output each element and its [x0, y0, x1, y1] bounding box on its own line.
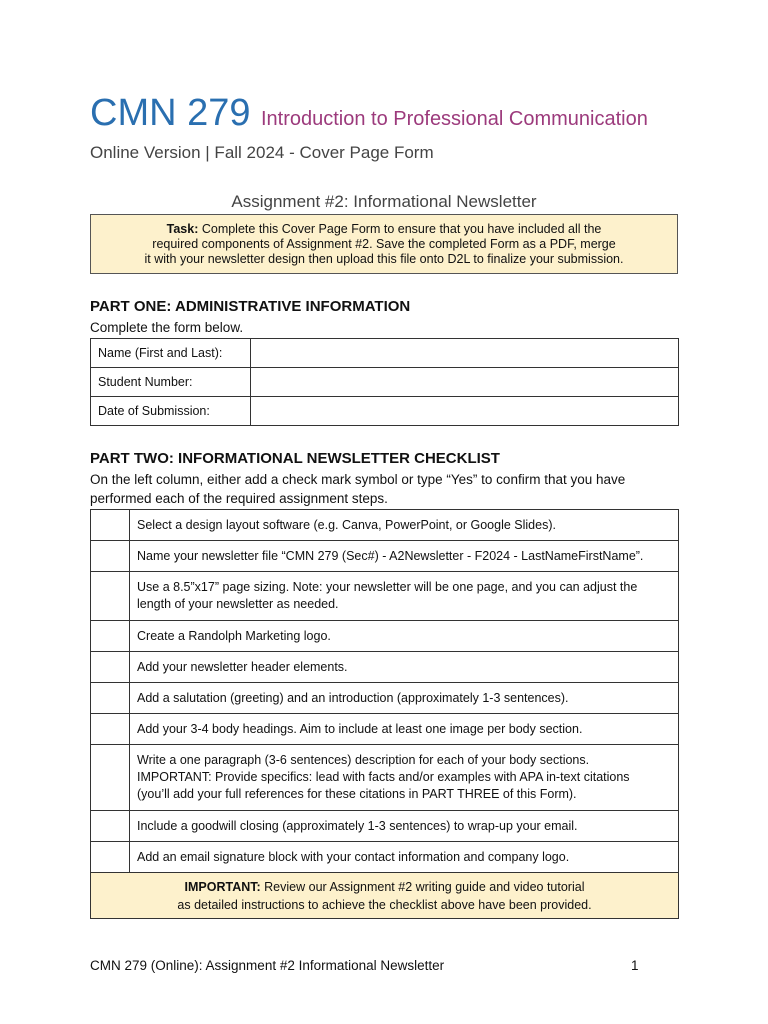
date-of-submission-field[interactable] [251, 397, 679, 426]
checklist-box[interactable] [91, 541, 130, 572]
title-row [90, 92, 648, 135]
checklist-box[interactable] [91, 572, 130, 621]
date-of-submission-label: Date of Submission: [91, 397, 251, 426]
important-note: IMPORTANT: Review our Assignment #2 writing guide and video tutorial as detailed instructions to achieve the checklist above have been provided. [91, 873, 679, 919]
checklist-row [91, 683, 679, 714]
checklist-step: Add a salutation (greeting) and an introduction (approximately 1-3 sentences). [130, 683, 679, 714]
important-note-row [91, 873, 679, 919]
checklist-step: Select a design layout software (e.g. Canva, PowerPoint, or Google Slides). [130, 510, 679, 541]
task-box [90, 214, 678, 274]
course-code: CMN 279 [90, 92, 251, 134]
name-label: Name (First and Last): [91, 339, 251, 368]
student-number-field[interactable] [251, 368, 679, 397]
task-line-2: required components of Assignment #2. Save the completed Form as a PDF, merge [152, 237, 616, 251]
assignment-title: Assignment #2: Informational Newsletter [231, 192, 537, 211]
footer-text: CMN 279 (Online): Assignment #2 Informational Newsletter [90, 958, 445, 973]
part-two-instruction: On the left column, either add a check mark symbol or type “Yes” to confirm that you have performed each of the required assignment steps. [90, 472, 626, 506]
checklist-box[interactable] [91, 652, 130, 683]
checklist-box[interactable] [91, 842, 130, 873]
checklist-box[interactable] [91, 714, 130, 745]
checklist-step: Create a Randolph Marketing logo. [130, 621, 679, 652]
admin-row-name [91, 339, 679, 368]
important-label: IMPORTANT: [184, 879, 261, 894]
student-number-label: Student Number: [91, 368, 251, 397]
course-name: Introduction to Professional Communication [260, 108, 648, 130]
checklist-step: Name your newsletter file “CMN 279 (Sec#) - A2Newsletter - F2024 - LastNameFirstName”. [130, 541, 679, 572]
page-number: 1 [631, 958, 639, 973]
checklist-step: Use a 8.5”x17” page sizing. Note: your newsletter will be one page, and you can adjust the length of your newsletter as needed. [130, 572, 679, 621]
part-one-instruction: Complete the form below. [90, 320, 244, 335]
name-field[interactable] [251, 339, 679, 368]
checklist-row [91, 714, 679, 745]
checklist-row [91, 541, 679, 572]
checklist-box[interactable] [91, 811, 130, 842]
admin-row-student-number [91, 368, 679, 397]
task-line-3: it with your newsletter design then upload this file onto D2L to finalize your submission. [144, 252, 624, 266]
checklist-row [91, 510, 679, 541]
task-line-1: Task: Complete this Cover Page Form to ensure that you have included all the [166, 222, 602, 236]
checklist-table [90, 509, 679, 919]
admin-row-date [91, 397, 679, 426]
checklist-box[interactable] [91, 683, 130, 714]
task-label: Task: [166, 222, 199, 236]
admin-table [90, 338, 679, 426]
checklist-step: Add an email signature block with your contact information and company logo. [130, 842, 679, 873]
checklist-row [91, 652, 679, 683]
checklist-row [91, 621, 679, 652]
part-two-heading: PART TWO: INFORMATIONAL NEWSLETTER CHECKLIST [90, 450, 500, 467]
checklist-box[interactable] [91, 745, 130, 811]
checklist-step: Write a one paragraph (3-6 sentences) description for each of your body sections. IMPORTANT: Provide specifics: lead with facts and/or examples with APA in-text citations (you’ll add your full references for these citations in PART THREE of this Form). [130, 745, 679, 811]
checklist-step: Include a goodwill closing (approximately 1-3 sentences) to wrap-up your email. [130, 811, 679, 842]
checklist-box[interactable] [91, 621, 130, 652]
subtitle: Online Version | Fall 2024 - Cover Page Form [90, 143, 434, 162]
part-one-heading: PART ONE: ADMINISTRATIVE INFORMATION [90, 298, 411, 315]
checklist-row [91, 745, 679, 811]
checklist-row [91, 811, 679, 842]
checklist-step: Add your 3-4 body headings. Aim to include at least one image per body section. [130, 714, 679, 745]
checklist-row [91, 572, 679, 621]
checklist-box[interactable] [91, 510, 130, 541]
checklist-row [91, 842, 679, 873]
checklist-step: Add your newsletter header elements. [130, 652, 679, 683]
